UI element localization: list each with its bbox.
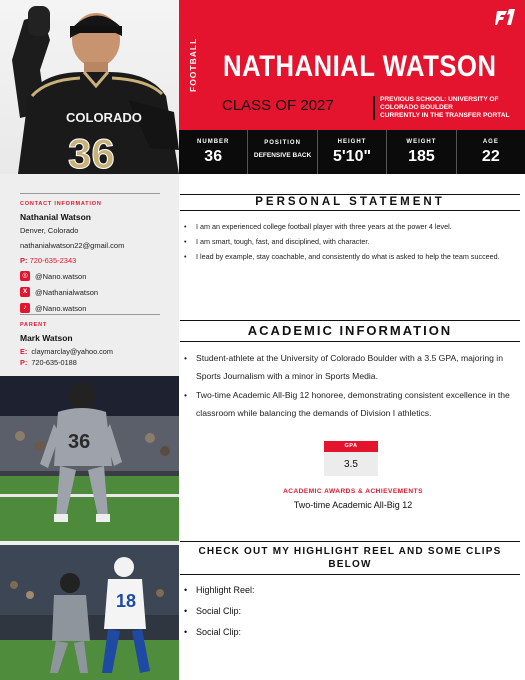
gpa-label: GPA <box>324 441 378 452</box>
f1-logo-icon <box>495 7 517 27</box>
svg-text:36: 36 <box>68 431 91 453</box>
opponent-jersey-number: 18 <box>116 591 137 611</box>
parent-phone[interactable] <box>20 358 160 367</box>
stat-height <box>317 130 386 174</box>
email-label: E: <box>20 347 28 356</box>
contact-section <box>20 193 160 319</box>
stat-value: 36 <box>204 147 223 165</box>
jersey-text: COLORADO <box>66 110 142 125</box>
stat-label: HEIGHT <box>337 138 367 145</box>
email-value: claymarclay@yahoo.com <box>31 347 113 356</box>
parent-label: PARENT <box>20 322 48 328</box>
stat-label: AGE <box>482 138 499 145</box>
tiktok-icon: ♪ <box>20 303 30 313</box>
divider <box>20 193 160 194</box>
stat-number <box>179 130 247 174</box>
stat-value: 22 <box>481 147 500 165</box>
game-photo-illustration <box>0 545 179 680</box>
x-twitter-icon: X <box>20 287 30 297</box>
stat-value: 5'10" <box>332 147 372 165</box>
school-line: CURRENTLY IN THE TRANSFER PORTAL <box>380 112 510 119</box>
contact-email[interactable]: nathanialwatson22@gmail.com <box>20 241 125 250</box>
contact-name: Nathanial Watson <box>20 212 91 222</box>
phone-value: 720-635-0188 <box>31 358 77 367</box>
parent-section <box>20 314 160 369</box>
highlights-heading-line: CHECK OUT MY HIGHLIGHT REEL AND SOME CLIPS <box>198 546 502 557</box>
social-handle: @Nano.watson <box>35 303 87 313</box>
list-item: • Student-athlete at the University of Colorado Boulder with a 3.5 GPA, majoring in Sports Journalism with a minor in Sports Media. <box>184 349 519 385</box>
instagram-icon: ◎ <box>20 271 30 281</box>
stat-label: WEIGHT <box>406 138 437 145</box>
player-hero-illustration <box>0 0 179 174</box>
previous-school <box>373 96 521 120</box>
social-tiktok[interactable] <box>20 303 160 313</box>
social-clip-link[interactable]: • Social Clip: <box>184 622 519 643</box>
game-action-photo-2 <box>0 545 179 680</box>
stat-value: DEFENSIVE BACK <box>253 152 312 159</box>
list-item: • Two-time Academic All-Big 12 honoree, demonstrating consistent excellence in the classroom while balancing the demands of Division I athletics. <box>184 386 519 422</box>
school-line: PREVIOUS SCHOOL: UNIVERSITY OF <box>380 96 499 103</box>
jersey-number: 36 <box>68 130 115 174</box>
parent-name: Mark Watson <box>20 333 73 343</box>
personal-statement-heading: PERSONAL STATEMENT <box>180 194 520 211</box>
phone-label: P: <box>20 256 28 265</box>
social-instagram[interactable] <box>20 271 160 281</box>
social-x[interactable] <box>20 287 160 297</box>
awards-value: Two-time Academic All-Big 12 <box>293 500 413 510</box>
game-photo-illustration <box>0 376 179 541</box>
awards-label: ACADEMIC AWARDS & ACHIEVEMENTS <box>283 488 423 495</box>
sport-label: FOOTBALL <box>188 37 198 92</box>
divider <box>20 314 160 315</box>
stat-label: POSITION <box>264 140 301 146</box>
stat-value: 185 <box>408 147 435 165</box>
class-of: CLASS OF 2027 <box>222 97 334 114</box>
personal-statement-list <box>184 221 519 266</box>
highlight-reel-link[interactable]: • Highlight Reel: <box>184 580 519 601</box>
game-action-photo <box>0 376 179 541</box>
social-handle: @Nano.watson <box>35 271 87 281</box>
list-item: • I am smart, tough, fast, and disciplined, with character. <box>184 236 519 248</box>
gpa-value: 3.5 <box>344 459 358 470</box>
school-line: COLORADO BOULDER <box>380 104 453 111</box>
stat-age <box>456 130 525 174</box>
social-clip-link[interactable]: • Social Clip: <box>184 601 519 622</box>
academic-list <box>184 349 519 423</box>
list-item: • I lead by example, stay coachable, and consistently do what is asked to help the team succeed. <box>184 251 519 263</box>
list-item: • I am an experienced college football player with three years at the power 4 level. <box>184 221 519 233</box>
contact-phone[interactable] <box>20 256 160 265</box>
stat-label: NUMBER <box>197 138 230 145</box>
player-name: NATHANIAL WATSON <box>223 50 497 83</box>
contact-location: Denver, Colorado <box>20 226 79 235</box>
phone-label: P: <box>20 358 28 367</box>
stats-bar <box>179 130 525 174</box>
highlights-heading-line: BELOW <box>328 559 372 570</box>
social-handle: @Nathanialwatson <box>35 287 99 297</box>
highlights-heading <box>180 541 520 575</box>
parent-email[interactable] <box>20 347 160 356</box>
highlights-list <box>184 580 519 643</box>
academic-heading: ACADEMIC INFORMATION <box>180 320 520 342</box>
contact-label: CONTACT INFORMATION <box>20 201 102 207</box>
player-hero-photo <box>0 0 179 174</box>
stat-weight <box>386 130 455 174</box>
stat-position <box>247 130 316 174</box>
phone-value: 720-635-2343 <box>29 256 77 265</box>
